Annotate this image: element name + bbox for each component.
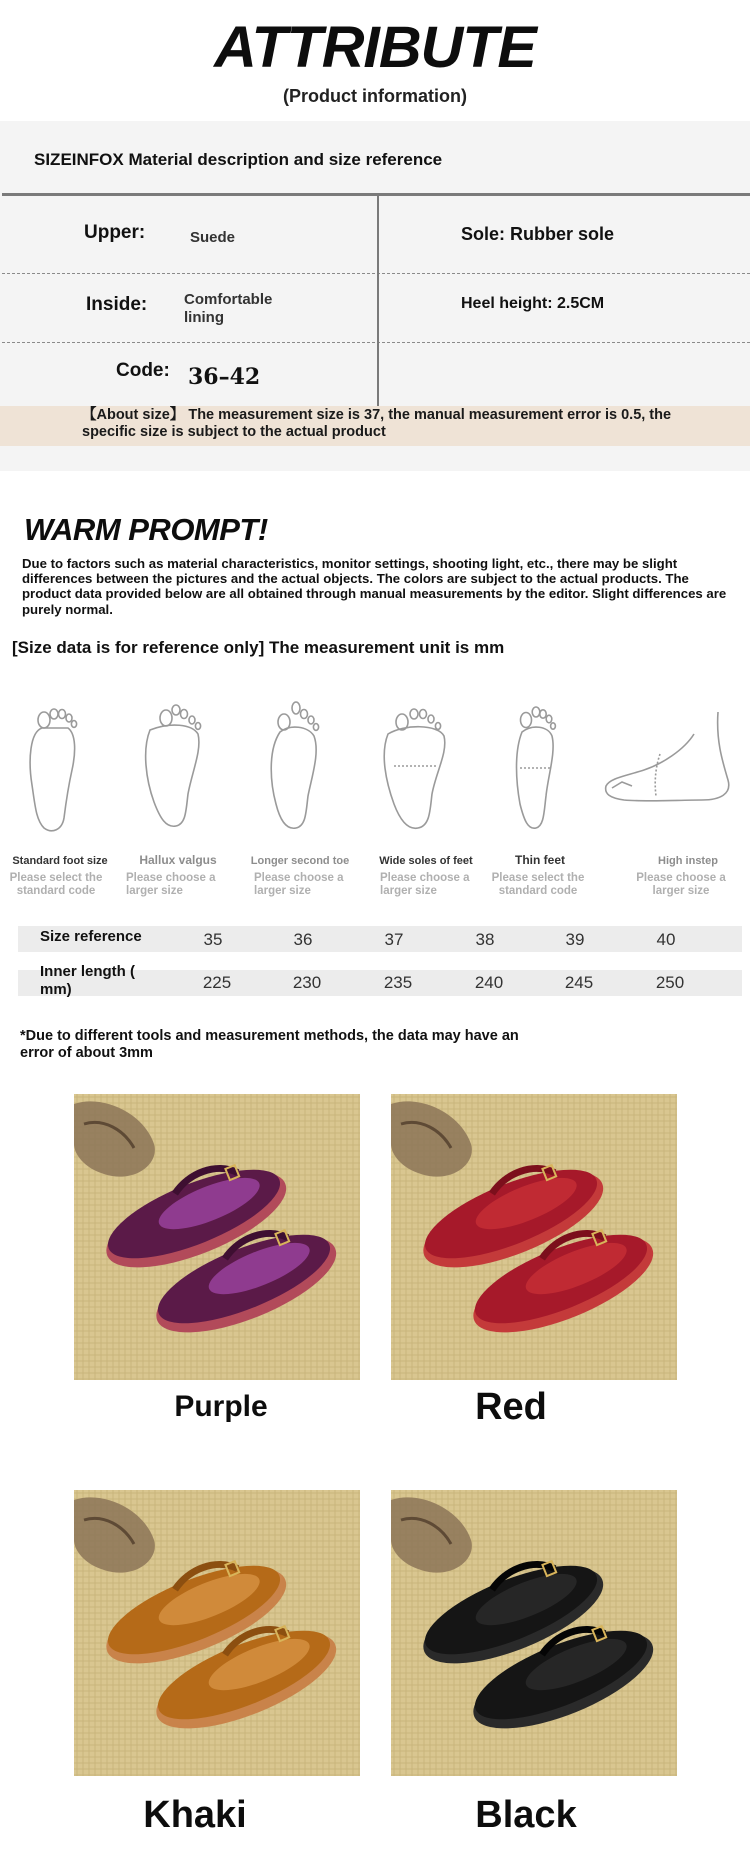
- info-heading: SIZEINFOX Material description and size reference: [34, 150, 443, 169]
- foot-desc-thin: Please select the standard code: [491, 872, 585, 897]
- page-subtitle: (Product information): [283, 86, 467, 106]
- length-cell: 245: [564, 973, 594, 992]
- foot-name-second-toe: Longer second toe: [250, 855, 350, 867]
- length-cell: 250: [655, 973, 685, 992]
- info-divider-top: [2, 193, 750, 196]
- measurement-note: *Due to different tools and measurement methods, the data may have an error of about 3mm: [20, 1028, 519, 1061]
- foot-longer-second-toe-icon: [240, 690, 360, 840]
- size-cell: 40: [656, 930, 676, 949]
- foot-desc-high-instep: Please choose a larger size: [636, 872, 726, 897]
- color-label-purple: Purple: [174, 1390, 268, 1423]
- foot-name-hallux: Hallux valgus: [139, 853, 217, 867]
- foot-name-wide: Wide soles of feet: [379, 855, 473, 867]
- foot-desc-wide: Please choose a larger size: [380, 872, 470, 897]
- about-size-text: 【About size】 The measurement size is 37, the manual measurement error is 0.5, the specific size is subject to the actual product: [82, 407, 672, 440]
- info-divider-dash-1: [2, 273, 750, 274]
- warm-prompt-title: WARM PROMPT!: [24, 512, 268, 547]
- foot-desc-hallux: Please choose a larger size: [126, 872, 216, 897]
- foot-wide-soles-icon: [360, 690, 480, 840]
- inside-value-line2: lining: [184, 309, 224, 326]
- length-row-label-line2: mm): [40, 981, 72, 998]
- size-cell: 38: [475, 930, 495, 949]
- length-cell: 235: [383, 973, 413, 992]
- length-cell: 240: [474, 973, 504, 992]
- foot-desc-second-toe: Please choose a larger size: [254, 872, 344, 897]
- color-label-black: Black: [475, 1794, 577, 1836]
- foot-name-standard: Standard foot size: [12, 855, 108, 867]
- warm-prompt-text: Due to factors such as material characteristics, monitor settings, shooting light, etc., there may be slight differences between the pictures and the actual objects. The colors are subject to the actual products. The product data provided below are all obtained through manual measurements by the editor. Slight differences are purely normal.: [22, 556, 727, 617]
- code-value: 36–42: [188, 364, 261, 390]
- info-divider-dash-2: [2, 342, 750, 343]
- page-title: ATTRIBUTE: [214, 15, 536, 80]
- foot-desc-standard: Please select the standard code: [9, 872, 103, 897]
- product-photo-khaki: [74, 1490, 360, 1776]
- foot-thin-icon: [480, 690, 600, 840]
- foot-hallux-valgus-icon: [120, 690, 240, 840]
- length-cell: 230: [292, 973, 322, 992]
- foot-name-high-instep: High instep: [658, 855, 718, 867]
- upper-value: Suede: [190, 229, 236, 246]
- heel-info: Heel height: 2.5CM: [461, 295, 605, 312]
- upper-label: Upper:: [84, 222, 146, 243]
- product-photo-red: [391, 1094, 677, 1380]
- foot-standard-icon: [0, 690, 120, 840]
- inside-label: Inside:: [86, 294, 148, 315]
- color-label-khaki: Khaki: [143, 1794, 247, 1836]
- foot-high-instep-icon: [598, 690, 738, 840]
- size-row-label: Size reference: [40, 928, 142, 945]
- size-reference-title: [Size data is for reference only] The measurement unit is mm: [12, 638, 505, 657]
- size-cell: 39: [565, 930, 585, 949]
- foot-name-thin: Thin feet: [515, 853, 565, 867]
- info-divider-vertical: [377, 195, 379, 408]
- sole-info: Sole: Rubber sole: [461, 224, 615, 244]
- size-cell: 35: [203, 930, 223, 949]
- code-label: Code:: [116, 360, 170, 381]
- length-cell: 225: [202, 973, 232, 992]
- product-photo-black: [391, 1490, 677, 1776]
- size-cell: 37: [384, 930, 404, 949]
- size-cell: 36: [293, 930, 313, 949]
- product-photo-purple: [74, 1094, 360, 1380]
- color-label-red: Red: [475, 1386, 547, 1428]
- inside-value-line1: Comfortable: [184, 291, 273, 308]
- length-row-label-line1: Inner length (: [40, 963, 135, 980]
